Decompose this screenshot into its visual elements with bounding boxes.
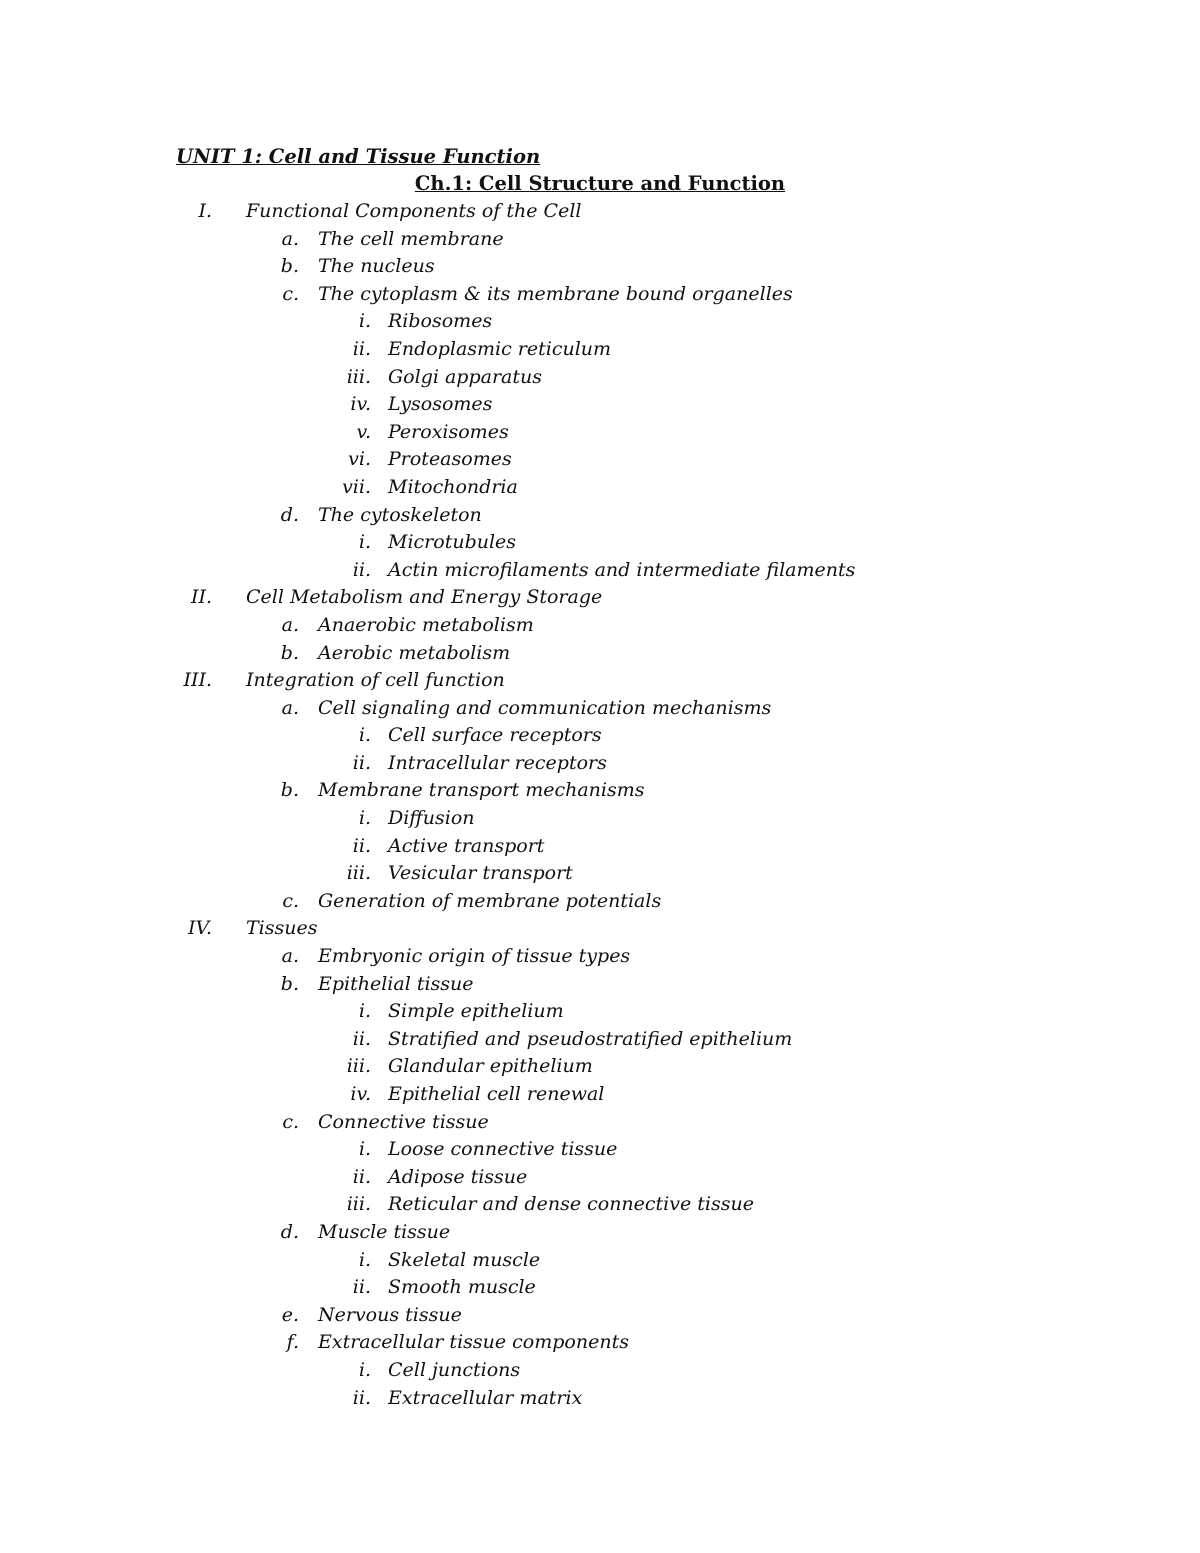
- outline-marker: I.: [198, 200, 212, 222]
- outline-text: Ribosomes: [388, 310, 493, 333]
- outline-item-level-2: [0, 777, 1200, 805]
- outline-marker: d.: [280, 1220, 299, 1243]
- outline-marker: iii.: [346, 1055, 371, 1078]
- outline-item-level-3: [0, 1053, 1200, 1081]
- outline-item-level-3: [0, 833, 1200, 861]
- outline-text: Mitochondria: [388, 475, 518, 498]
- outline-text: Tissues: [246, 917, 318, 940]
- outline-marker: c.: [282, 889, 299, 912]
- outline-text: Extracellular matrix: [388, 1386, 583, 1409]
- outline-marker: d.: [280, 503, 299, 526]
- outline-marker: v.: [356, 420, 371, 443]
- outline-text: Embryonic origin of tissue types: [318, 945, 631, 968]
- outline-item-level-3: [0, 722, 1200, 750]
- outline-text: Membrane transport mechanisms: [318, 779, 645, 802]
- outline-text: Aerobic metabolism: [318, 641, 511, 664]
- outline-text: The nucleus: [318, 255, 435, 278]
- outline-item-level-3: [0, 750, 1200, 778]
- outline-marker: vii.: [342, 475, 371, 498]
- outline-marker: III.: [183, 669, 212, 692]
- outline-text: Proteasomes: [388, 448, 512, 471]
- outline-marker: a.: [281, 613, 299, 636]
- outline-marker: b.: [280, 255, 299, 278]
- outline-text: Endoplasmic reticulum: [388, 337, 612, 360]
- outline-text: Extracellular tissue components: [318, 1331, 629, 1354]
- outline-marker: iv.: [350, 393, 371, 416]
- outline-item-level-2: [0, 1109, 1200, 1137]
- outline-item-level-3: [0, 1274, 1200, 1302]
- outline-text: Cell surface receptors: [388, 724, 602, 747]
- outline-marker: i.: [358, 1000, 371, 1023]
- outline-text: Skeletal muscle: [388, 1248, 541, 1271]
- outline-marker: ii.: [352, 558, 371, 581]
- outline-item-level-1: [0, 915, 1200, 943]
- outline-text: The cytoskeleton: [318, 503, 482, 526]
- outline-text: Intracellular receptors: [388, 751, 607, 774]
- outline-item-level-2: [0, 1302, 1200, 1330]
- outline-item-level-2: [0, 226, 1200, 254]
- outline-item-level-2: [0, 1219, 1200, 1247]
- outline-text: Lysosomes: [388, 393, 493, 416]
- outline-marker: ii.: [352, 337, 371, 360]
- outline-item-level-1: [0, 198, 1200, 226]
- outline-item-level-3: [0, 1385, 1200, 1413]
- outline-item-level-3: [0, 1026, 1200, 1054]
- outline-text: Cell junctions: [388, 1358, 521, 1381]
- outline-marker: i.: [358, 531, 371, 554]
- outline-marker: a.: [281, 227, 299, 250]
- outline-marker: c.: [282, 282, 299, 305]
- outline-marker: c.: [282, 1110, 299, 1133]
- outline-text: Active transport: [388, 834, 545, 857]
- outline-marker: vi.: [348, 448, 371, 471]
- outline-item-level-3: [0, 1247, 1200, 1275]
- outline-marker: i.: [358, 1138, 371, 1161]
- outline-text: Nervous tissue: [318, 1303, 462, 1326]
- outline-text: Integration of cell function: [246, 669, 505, 692]
- outline-marker: iii.: [346, 365, 371, 388]
- outline-item-level-3: [0, 557, 1200, 585]
- outline-item-level-3: [0, 860, 1200, 888]
- outline-item-level-2: [0, 612, 1200, 640]
- outline-text: Muscle tissue: [318, 1220, 451, 1243]
- outline-marker: ii.: [352, 1027, 371, 1050]
- outline-item-level-3: [0, 1136, 1200, 1164]
- outline-text: Stratified and pseudostratified epithelium: [388, 1027, 793, 1050]
- outline-marker: i.: [358, 807, 371, 830]
- outline-item-level-3: [0, 364, 1200, 392]
- outline-marker: ii.: [352, 751, 371, 774]
- outline-marker: i.: [358, 310, 371, 333]
- outline-marker: b.: [280, 779, 299, 802]
- outline-item-level-2: [0, 640, 1200, 668]
- outline-item-level-2: [0, 695, 1200, 723]
- outline-text: Adipose tissue: [388, 1165, 528, 1188]
- outline-text: Vesicular transport: [388, 862, 573, 885]
- outline-text: Cell Metabolism and Energy Storage: [246, 586, 603, 609]
- outline-marker: b.: [280, 972, 299, 995]
- outline-text: Cell signaling and communication mechanisms: [318, 696, 772, 719]
- outline-text: Glandular epithelium: [388, 1055, 593, 1078]
- outline-text: Simple epithelium: [388, 1000, 564, 1023]
- outline-text: Golgi apparatus: [388, 365, 542, 388]
- outline-marker: ii.: [352, 1165, 371, 1188]
- outline-item-level-3: [0, 1164, 1200, 1192]
- outline-marker: II.: [190, 586, 212, 609]
- outline-text: Loose connective tissue: [388, 1138, 618, 1161]
- outline-marker: i.: [358, 1248, 371, 1271]
- outline-marker: iii.: [346, 1193, 371, 1216]
- outline-item-level-3: [0, 805, 1200, 833]
- outline-item-level-3: [0, 446, 1200, 474]
- outline-item-level-3: [0, 1191, 1200, 1219]
- outline-item-level-1: [0, 667, 1200, 695]
- outline-item-level-2: [0, 888, 1200, 916]
- outline-marker: e.: [281, 1303, 299, 1326]
- outline-text: Reticular and dense connective tissue: [388, 1193, 754, 1216]
- outline-text: Microtubules: [388, 531, 517, 554]
- outline-marker: ii.: [352, 1386, 371, 1409]
- outline-item-level-3: [0, 1081, 1200, 1109]
- outline-item-level-2: [0, 502, 1200, 530]
- outline-item-level-2: [0, 943, 1200, 971]
- outline-item-level-3: [0, 529, 1200, 557]
- outline-item-level-2: [0, 1329, 1200, 1357]
- outline-text: Epithelial tissue: [318, 972, 474, 995]
- outline-marker: iii.: [346, 862, 371, 885]
- outline-marker: IV.: [188, 917, 212, 940]
- outline-item-level-2: [0, 253, 1200, 281]
- outline-text: Anaerobic metabolism: [318, 613, 534, 636]
- outline-marker: i.: [358, 1358, 371, 1381]
- outline-item-level-3: [0, 1357, 1200, 1385]
- outline-marker: a.: [281, 696, 299, 719]
- outline-text: The cell membrane: [318, 227, 504, 250]
- unit-title: UNIT 1: Cell and Tissue Function: [176, 145, 541, 168]
- outline-text: Functional Components of the Cell: [246, 200, 582, 222]
- outline-marker: f.: [286, 1331, 299, 1354]
- outline-marker: ii.: [352, 1276, 371, 1299]
- outline-text: Diffusion: [388, 807, 475, 830]
- outline-text: The cytoplasm & its membrane bound organelles: [318, 282, 793, 305]
- outline-item-level-2: [0, 281, 1200, 309]
- outline-item-level-3: [0, 308, 1200, 336]
- outline-item-level-3: [0, 391, 1200, 419]
- outline-item-level-3: [0, 998, 1200, 1026]
- outline-text: Epithelial cell renewal: [388, 1083, 605, 1105]
- outline-item-level-3: [0, 419, 1200, 447]
- outline-marker: ii.: [352, 834, 371, 857]
- outline-text: Connective tissue: [318, 1110, 489, 1133]
- outline-marker: a.: [281, 945, 299, 968]
- outline-text: Generation of membrane potentials: [318, 889, 662, 912]
- outline-marker: b.: [280, 641, 299, 664]
- outline-item-level-1: [0, 584, 1200, 612]
- chapter-title: Ch.1: Cell Structure and Function: [414, 172, 786, 195]
- outline-list: [0, 198, 1200, 1412]
- outline-marker: i.: [358, 724, 371, 747]
- outline-marker: iv.: [350, 1083, 371, 1105]
- outline-item-level-3: [0, 474, 1200, 502]
- outline-text: Peroxisomes: [388, 420, 509, 443]
- outline-item-level-2: [0, 971, 1200, 999]
- outline-item-level-3: [0, 336, 1200, 364]
- outline-text: Actin microfilaments and intermediate filaments: [388, 558, 856, 581]
- outline-text: Smooth muscle: [388, 1276, 536, 1299]
